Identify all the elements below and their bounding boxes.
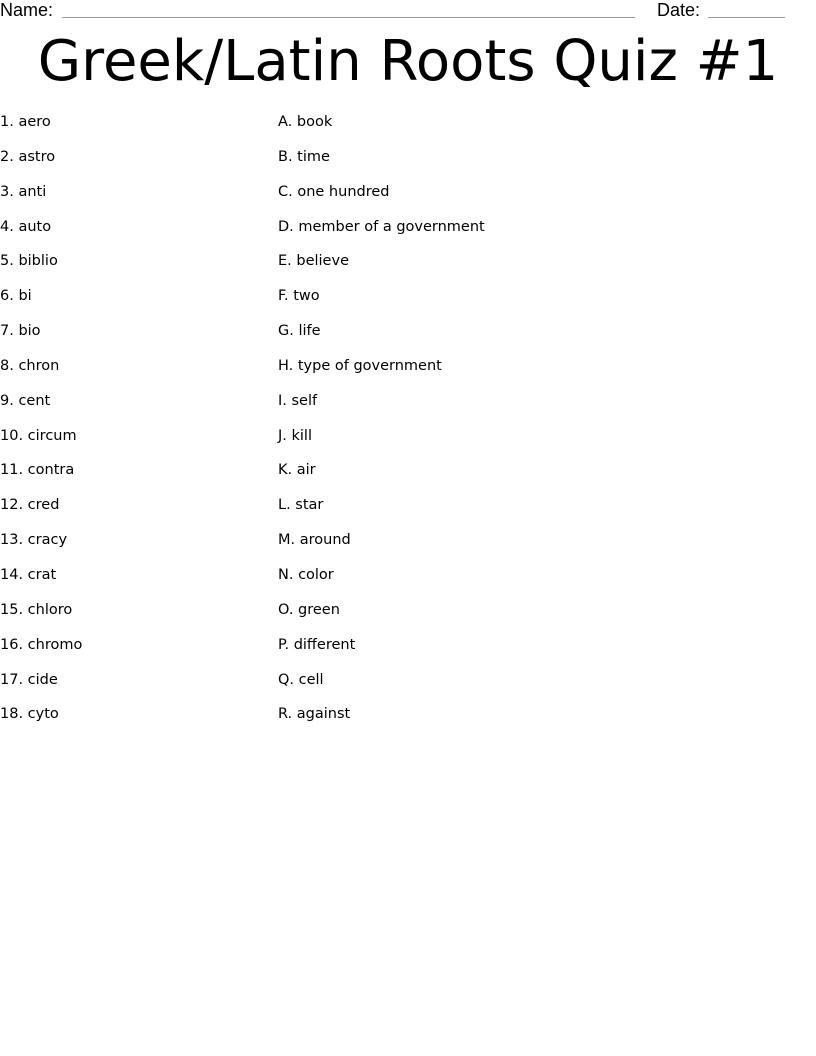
meaning-item: N. color [278,566,334,583]
date-blank-line [708,17,785,18]
name-blank-line [62,17,635,18]
meaning-item: J. kill [278,427,312,444]
meaning-item: E. believe [278,253,349,270]
meaning-item: G. life [278,323,321,340]
meaning-item: P. different [278,636,356,653]
root-item: 15. chloro [0,601,73,618]
meaning-item: I. self [278,392,318,409]
meaning-item: Q. cell [278,671,324,688]
meaning-item: R. against [278,706,351,723]
root-item: 17. cide [0,671,58,688]
root-item: 3. anti [0,183,47,200]
page-title: Greek/Latin Roots Quiz #1 [37,29,779,94]
root-item: 7. bio [0,323,41,340]
root-item: 10. circum [0,427,77,444]
root-item: 6. bi [0,288,32,305]
meaning-item: A. book [278,114,333,130]
meaning-item: D. member of a government [278,218,485,235]
name-label: Name: [0,0,54,20]
meaning-item: C. one hundred [278,183,390,200]
root-item: 5. biblio [0,253,58,270]
root-item: 18. cyto [0,706,59,723]
meaning-item: K. air [278,462,316,479]
meaning-item: B. time [278,148,330,165]
root-item: 1. aero [0,114,51,130]
meaning-item: F. two [278,288,320,305]
root-item: 13. cracy [0,532,68,549]
root-item: 8. chron [0,357,60,374]
meaning-item: H. type of government [278,357,442,374]
root-item: 2. astro [0,148,56,165]
root-item: 4. auto [0,218,52,235]
meaning-item: O. green [278,601,340,618]
date-label: Date: [657,0,701,20]
roots-list [0,111,82,738]
root-item: 16. chromo [0,636,83,653]
root-item: 9. cent [0,392,51,409]
root-item: 11. contra [0,462,75,479]
meanings-list [278,111,485,738]
root-item: 12. cred [0,497,60,514]
worksheet-header [0,0,816,22]
meaning-item: L. star [278,497,324,514]
meaning-item: M. around [278,532,351,549]
root-item: 14. crat [0,566,57,583]
